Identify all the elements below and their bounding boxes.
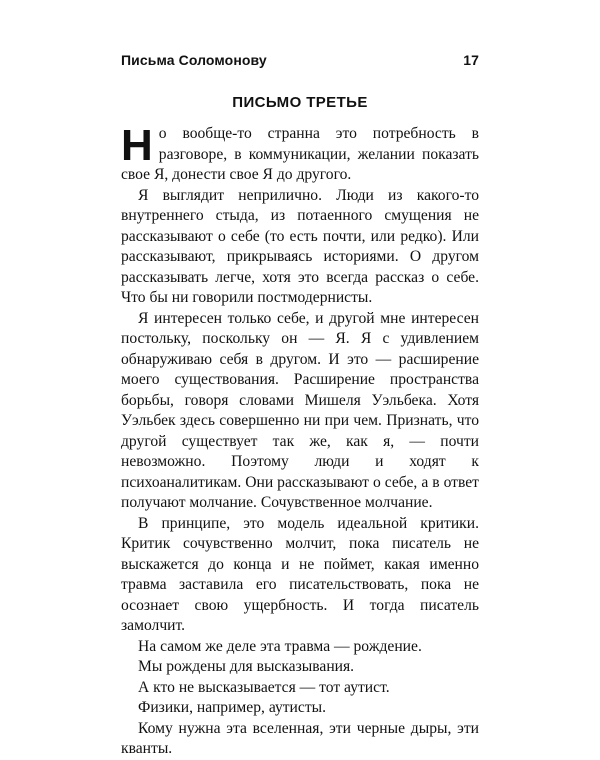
running-title: Письма Соломонову (121, 52, 267, 68)
body-text (121, 121, 479, 760)
drop-cap: Н (121, 121, 153, 170)
page-number: 17 (463, 52, 479, 68)
paragraph-2: Я выглядит неприлично. Люди из какого-то внутреннего стыда, из потаенного смущения не рассказывают о себе (то есть почти, или редко). Или рассказывают, прикрываясь историями. О другом рассказывать легче, хотя это всегда рассказ о себе. Что бы ни говорили постмодернисты. (121, 186, 479, 306)
paragraph-4: В принципе, это модель идеальной критики. Критик сочувственно молчит, пока писатель не выскажется до конца и не поймет, какая именно травма заставила его писательствовать, пока не осознает свою ущербность. И тогда писатель замолчит. (121, 514, 479, 634)
paragraph-9: Кому нужна эта вселенная, эти черные дыры, эти кванты. (121, 719, 479, 757)
paragraph-6: Мы рождены для высказывания. (138, 658, 355, 675)
paragraph-3: Я интересен только себе, и другой мне интересен постольку, поскольку он — Я. Я с удивлением обнаруживаю себя в другом. И это — расширение моего существования. Расширение пространства борьбы, говоря словами Мишеля Уэльбека. Хотя Уэльбек здесь совершенно ни при чем. Признать, что другой существует так же, как я, — почти невозможно. Поэтому люди и ходят к психоаналитикам. Они рассказывают о себе, а в ответ получают молчание. Сочувственное молчание. (121, 309, 479, 511)
chapter-title: ПИСЬМО ТРЕТЬЕ (232, 94, 368, 111)
paragraph-1-text: о вообще-то странна это потребность в разговоре, в коммуникации, желании показать свое Я, донести свое Я до другого. (121, 125, 479, 183)
paragraph-7: А кто не высказывается — тот аутист. (138, 678, 390, 696)
running-header (121, 52, 479, 72)
paragraph-1 (121, 121, 479, 186)
paragraph-8: Физики, например, аутисты. (138, 699, 327, 716)
paragraph-5: На самом же деле эта травма — рождение. (138, 637, 422, 655)
